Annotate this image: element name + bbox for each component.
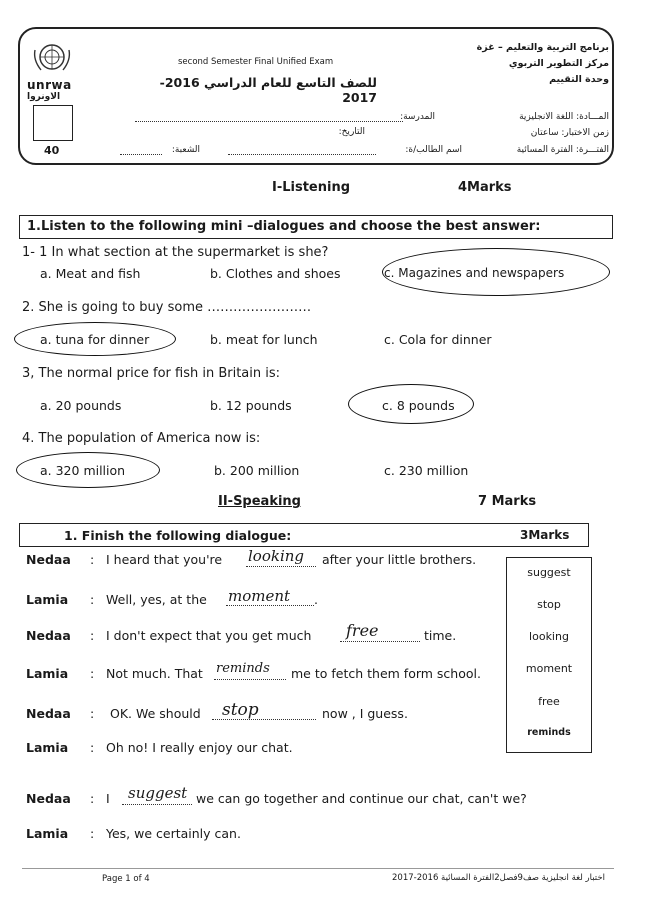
dialogue-text: Not much. That: [106, 666, 203, 681]
dialogue-text: now , I guess.: [322, 706, 408, 721]
word-bank-box: [506, 557, 592, 753]
word-bank-item: moment: [525, 662, 573, 675]
field-date: التاريخ:: [338, 127, 365, 137]
section-blank: [120, 154, 162, 155]
q3-option-a: a. 20 pounds: [40, 398, 122, 413]
exam-title-en: second Semester Final Unified Exam: [178, 57, 334, 67]
q2-option-a: a. tuna for dinner: [40, 332, 150, 347]
org-line-2: مركز التطوير التربوي: [508, 58, 609, 69]
dialogue-text: after your little brothers.: [322, 552, 477, 567]
dialogue-text: I heard that you're: [106, 552, 223, 567]
q1-option-b: b. Clothes and shoes: [210, 266, 341, 281]
word-bank-item: suggest: [527, 566, 571, 579]
speaker-colon: :: [90, 826, 95, 841]
dialogue-text: .: [314, 592, 318, 607]
q2-option-b: b. meat for lunch: [210, 332, 318, 347]
footer-exam-note: اختبار لغة انجليزية صف9فصل2الفترة المسائية 2016-2017: [392, 873, 605, 883]
dialogue-text: Yes, we certainly can.: [106, 826, 241, 841]
speaker-colon: :: [90, 552, 95, 567]
listening-instruction: 1.Listen to the following mini –dialogues and choose the best answer:: [27, 219, 541, 234]
answer-blank: [122, 804, 192, 805]
exam-title-ar: للصف التاسع للعام الدراسي 2016-2017: [159, 75, 377, 105]
q3-answer-circle: [348, 384, 474, 424]
footer-rule: [22, 868, 614, 869]
speaker-colon: :: [90, 706, 95, 721]
word-bank-item: reminds: [527, 727, 571, 738]
dialogue-text: I: [106, 791, 110, 806]
q4-answer-circle: [16, 452, 160, 488]
field-subject: المـــادة: اللغة الانجليزية: [519, 112, 609, 122]
q2-answer-circle: [14, 322, 176, 356]
dialogue-speaker: Nedaa: [26, 628, 71, 643]
org-line-1: برنامج التربية والتعليم – غزة: [476, 42, 609, 53]
score-box: [33, 105, 73, 141]
dialogue-speaker: Lamia: [26, 592, 69, 607]
dialogue-text: me to fetch them form school.: [291, 666, 481, 681]
answer-blank: [214, 679, 286, 680]
speaker-colon: :: [90, 666, 95, 681]
speaking-title: II-Speaking: [218, 494, 301, 509]
speaking-instruction-marks: 3Marks: [520, 528, 570, 542]
word-bank-item: looking: [529, 630, 569, 643]
speaking-instruction: 1. Finish the following dialogue:: [64, 528, 292, 543]
field-section: الشعبة:: [171, 145, 200, 155]
speaker-colon: :: [90, 628, 95, 643]
handwritten-answer: suggest: [128, 784, 188, 802]
word-bank-item: stop: [537, 598, 561, 611]
logo-text: unrwa: [27, 78, 72, 92]
answer-blank: [246, 566, 316, 567]
field-duration: زمن الاختبار: ساعتان: [530, 128, 609, 138]
dialogue-speaker: Lamia: [26, 740, 69, 755]
speaker-colon: :: [90, 740, 95, 755]
word-bank-item: free: [538, 695, 560, 708]
unrwa-logo: [27, 40, 77, 102]
speaker-colon: :: [90, 791, 95, 806]
handwritten-answer: looking: [248, 547, 305, 565]
page-number: Page 1 of 4: [102, 874, 150, 884]
speaking-marks: 7 Marks: [478, 494, 537, 509]
dialogue-speaker: Nedaa: [26, 706, 71, 721]
q3-option-c: c. 8 pounds: [382, 398, 455, 413]
q1-option-c: c. Magazines and newspapers: [384, 266, 565, 280]
dialogue-speaker: Nedaa: [26, 552, 71, 567]
field-school: المدرسة:: [400, 112, 435, 122]
q1-answer-circle: [382, 248, 610, 296]
field-student-name: اسم الطالب/ة:: [405, 145, 462, 155]
question-1-stem: 1- 1 In what section at the supermarket is she?: [22, 245, 329, 260]
dialogue-text: OK. We should: [110, 706, 201, 721]
logo-text-ar: الاونروا: [27, 92, 61, 102]
listening-marks: 4Marks: [458, 180, 512, 195]
dialogue-text: time.: [424, 628, 457, 643]
org-line-3: وحدة التقييم: [549, 74, 609, 85]
question-2-stem: 2. She is going to buy some ……………………: [22, 300, 312, 315]
answer-blank: [212, 719, 316, 720]
q3-option-b: b. 12 pounds: [210, 398, 292, 413]
answer-blank: [226, 605, 314, 606]
q4-option-a: a. 320 million: [40, 463, 126, 478]
answer-blank: [340, 641, 420, 642]
field-period: الفتـــرة: الفترة المسائية: [516, 145, 609, 155]
handwritten-answer: stop: [222, 700, 259, 720]
dialogue-text: Oh no! I really enjoy our chat.: [106, 740, 293, 755]
dialogue-text: I don't expect that you get much: [106, 628, 312, 643]
dialogue-text: Well, yes, at the: [106, 592, 207, 607]
q4-option-c: c. 230 million: [384, 463, 469, 478]
q2-option-c: c. Cola for dinner: [384, 332, 492, 347]
un-emblem-icon: [27, 40, 77, 76]
dialogue-speaker: Lamia: [26, 826, 69, 841]
question-4-stem: 4. The population of America now is:: [22, 431, 261, 446]
q1-option-a: a. Meat and fish: [40, 266, 141, 281]
score-total: 40: [44, 144, 60, 157]
handwritten-answer: free: [346, 621, 379, 640]
speaker-colon: :: [90, 592, 95, 607]
handwritten-answer: reminds: [216, 661, 270, 676]
dialogue-text: we can go together and continue our chat, can't we?: [196, 791, 527, 806]
question-3-stem: 3, The normal price for fish in Britain is:: [22, 366, 281, 381]
school-blank: [135, 121, 403, 122]
listening-title: I-Listening: [272, 180, 351, 195]
dialogue-speaker: Nedaa: [26, 791, 71, 806]
q4-option-b: b. 200 million: [214, 463, 300, 478]
student-name-blank: [228, 154, 376, 155]
handwritten-answer: moment: [228, 587, 291, 605]
dialogue-speaker: Lamia: [26, 666, 69, 681]
